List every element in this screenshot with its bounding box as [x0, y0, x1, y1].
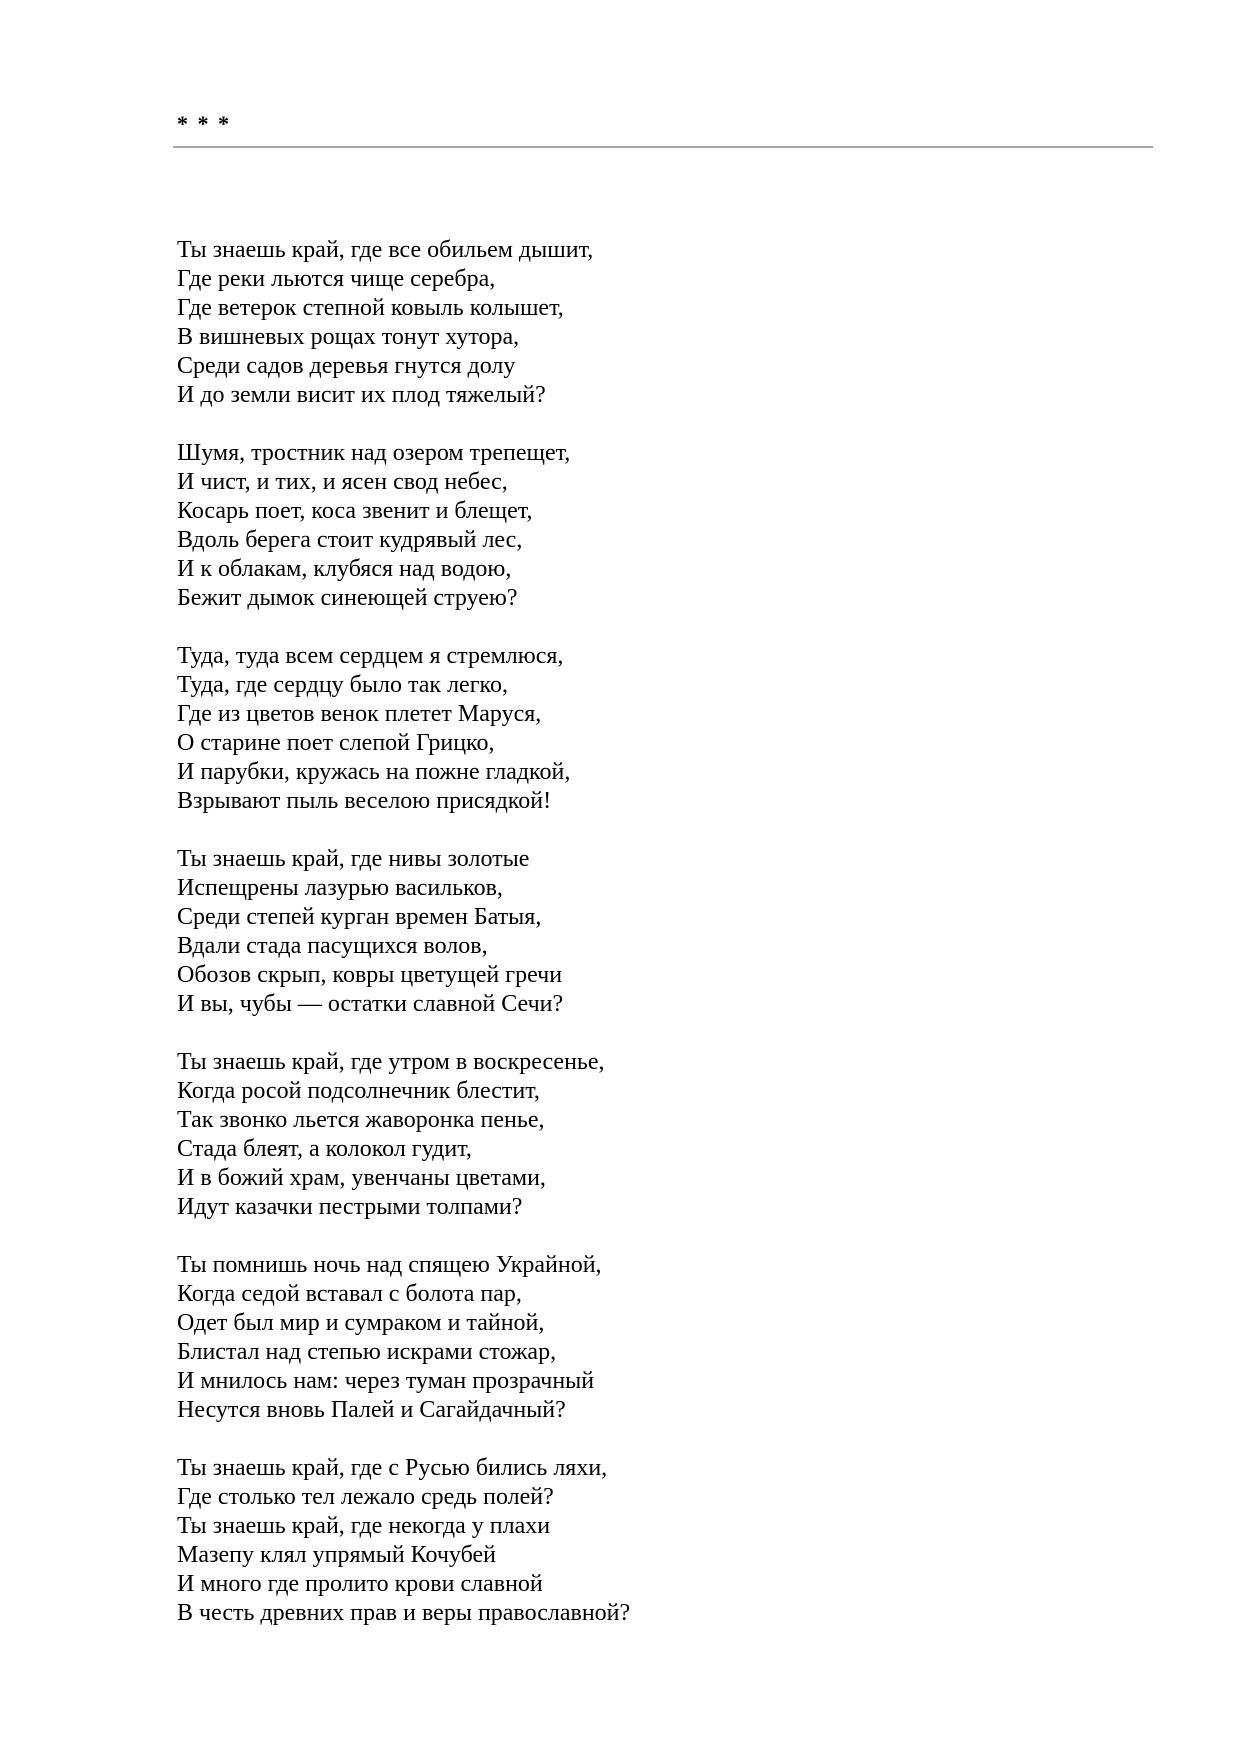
stanza-6	[177, 1251, 1117, 1425]
poem-line: Среди садов деревья гнутся долу	[177, 353, 516, 379]
poem-line: И в божий храм, увенчаны цветами,	[177, 1165, 546, 1191]
poem-line: Ты знаешь край, где с Русью бились ляхи,	[177, 1455, 608, 1481]
poem-line: Вдоль берега стоит кудрявый лес,	[177, 527, 523, 553]
poem-line: Ты знаешь край, где нивы золотые	[177, 846, 530, 872]
poem-line: Несутся вновь Палей и Сагайдачный?	[177, 1397, 566, 1423]
poem-line: Ты знаешь край, где некогда у плахи	[177, 1513, 551, 1539]
poem-line: Где из цветов венок плетет Маруся,	[177, 701, 542, 727]
poem-line: В вишневых рощах тонут хутора,	[177, 324, 520, 350]
poem-line: Мазепу клял упрямый Кочубей	[177, 1542, 496, 1568]
poem-line: Когда седой вставал с болота пар,	[177, 1281, 522, 1307]
poem-line: Ты помнишь ночь над спящею Украйной,	[177, 1252, 602, 1278]
poem-line: Где столько тел лежало средь полей?	[177, 1484, 554, 1510]
stanza-3	[177, 642, 1117, 816]
poem-line: Среди степей курган времен Батыя,	[177, 904, 542, 930]
poem-line: Бежит дымок синеющей струею?	[177, 585, 518, 611]
poem-line: Обозов скрып, ковры цветущей гречи	[177, 962, 563, 988]
poem-line: Когда росой подсолнечник блестит,	[177, 1078, 540, 1104]
poem-line: Ты знаешь край, где все обильем дышит,	[177, 237, 594, 263]
stanza-5	[177, 1048, 1117, 1222]
poem-line: Косарь поет, коса звенит и блещет,	[177, 498, 533, 524]
poem-line: И чист, и тих, и ясен свод небес,	[177, 469, 508, 495]
stanza-2	[177, 439, 1117, 613]
poem-line: И парубки, кружась на пожне гладкой,	[177, 759, 571, 785]
poem-line: Стада блеят, а колокол гудит,	[177, 1136, 472, 1162]
header-divider	[173, 146, 1153, 148]
poem-line: О старине поет слепой Грицко,	[177, 730, 495, 756]
poem-line: Шумя, тростник над озером трепещет,	[177, 440, 571, 466]
poem-line: Испещрены лазурью васильков,	[177, 875, 503, 901]
poem-line: Так звонко льется жаворонка пенье,	[177, 1107, 545, 1133]
poem-line: Ты знаешь край, где утром в воскресенье,	[177, 1049, 605, 1075]
poem-line: Идут казачки пестрыми толпами?	[177, 1194, 523, 1220]
poem-line: Вдали стада пасущихся волов,	[177, 933, 488, 959]
poem-line: Одет был мир и сумраком и тайной,	[177, 1310, 545, 1336]
poem-title-asterisks: * * *	[177, 111, 231, 136]
stanza-7	[177, 1454, 1117, 1628]
poem-line: Блистал над степью искрами стожар,	[177, 1339, 557, 1365]
poem-line: И к облакам, клубяся над водою,	[177, 556, 512, 582]
poem-line: В честь древних прав и веры православной?	[177, 1600, 631, 1626]
poem-line: И вы, чубы — остатки славной Сечи?	[177, 991, 564, 1017]
poem-body	[177, 236, 1117, 1657]
stanza-1	[177, 236, 1117, 410]
stanza-4	[177, 845, 1117, 1019]
poem-line: И мнилось нам: через туман прозрачный	[177, 1368, 595, 1394]
poem-line: Взрывают пыль веселою присядкой!	[177, 788, 552, 814]
poem-line: Где реки льются чище серебра,	[177, 266, 496, 292]
poem-line: И до земли висит их плод тяжелый?	[177, 382, 546, 408]
poem-line: И много где пролито крови славной	[177, 1571, 543, 1597]
poem-line: Туда, туда всем сердцем я стремлюся,	[177, 643, 564, 669]
poem-line: Туда, где сердцу было так легко,	[177, 672, 508, 698]
poem-line: Где ветерок степной ковыль колышет,	[177, 295, 564, 321]
